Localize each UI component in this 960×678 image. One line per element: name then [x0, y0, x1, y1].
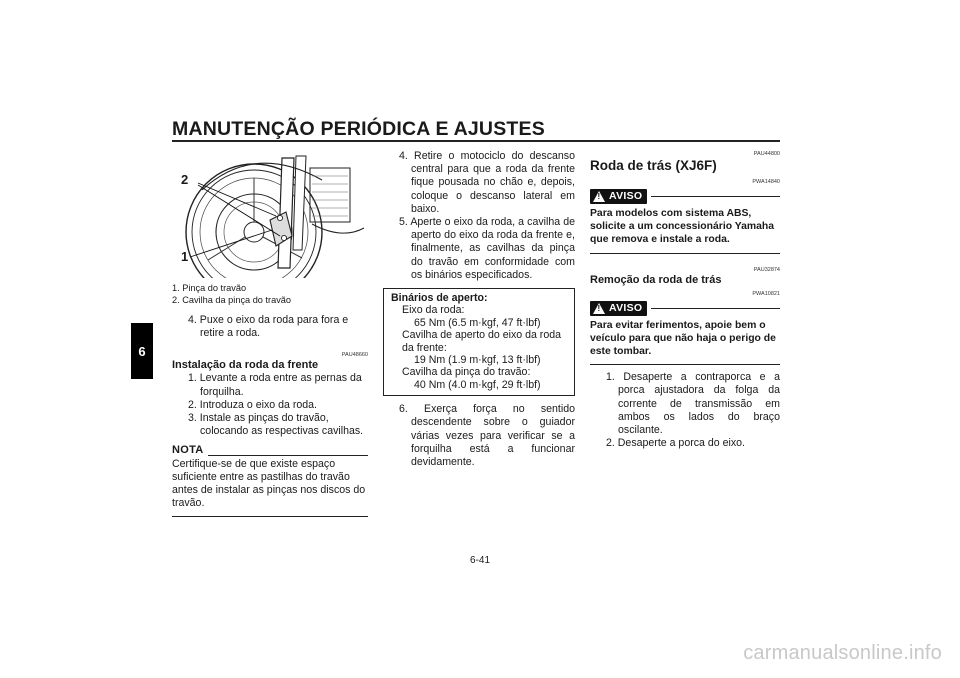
callout-2: 2	[181, 172, 189, 187]
callout-1: 1	[181, 249, 189, 264]
section-code: PAU32874	[753, 266, 780, 273]
nota-end-rule	[172, 516, 368, 517]
chapter-tab: 6	[131, 323, 153, 379]
aviso-rule	[651, 196, 780, 197]
step-item: 4. Puxe o eixo da roda para fora e retire a roda.	[188, 314, 349, 340]
step-item: 4. Retire o motociclo do descanso central para que a roda da frente fique pousada no chão e, depois, coloque o descanso lateral em baixo.	[399, 150, 575, 215]
nota-label: NOTA	[172, 444, 204, 457]
warning-triangle-icon: !	[593, 303, 605, 314]
aviso-header	[590, 189, 780, 204]
warning-end-rule	[590, 253, 780, 254]
aviso-badge	[590, 189, 647, 204]
front-wheel-illustration	[172, 150, 368, 278]
nota-text: Certifique-se de que existe espaço suficiente entre as pastilhas do travão antes de instalar as pinças nos discos do travão.	[172, 457, 366, 510]
step-item: 1. Desaperte a contraporca e a porca ajustadora da folga da corrente de transmissão em ambos os lados do braço oscilante.	[606, 371, 780, 437]
step-item: 1. Levante a roda entre as pernas da forquilha.	[188, 372, 362, 398]
page-title: MANUTENÇÃO PERIÓDICA E AJUSTES	[172, 118, 545, 140]
title-rule	[172, 140, 780, 142]
caption-item: 1. Pinça do travão	[172, 283, 247, 293]
warning-end-rule	[590, 364, 780, 365]
warning-code: PWA10821	[752, 290, 780, 297]
torque-value: 65 Nm (6.5 m·kgf, 47 ft·lbf)	[414, 316, 541, 329]
step-item: 2. Introduza o eixo da roda.	[188, 398, 317, 411]
column-right	[590, 150, 780, 450]
step-item: 5. Aperte o eixo da roda, a cavilha de aperto do eixo da roda da frente e, finalmente, as cavilhas da pinça do travão em conformidade com os binários especificados.	[399, 216, 575, 281]
section-heading: Roda de trás (XJ6F)	[590, 158, 717, 173]
torque-value: 19 Nm (1.9 m·kgf, 13 ft·lbf)	[414, 354, 541, 367]
section-code: PAU44800	[753, 151, 780, 157]
section-code: PAU48660	[341, 352, 368, 359]
aviso-rule	[651, 308, 780, 309]
warning-code: PWA14840	[752, 179, 780, 185]
section-heading: Instalação da roda da frente	[172, 359, 319, 372]
figure-caption	[172, 282, 368, 306]
aviso-badge	[590, 301, 647, 316]
torque-label: Cavilha da pinça do travão:	[402, 366, 531, 379]
column-middle	[383, 150, 575, 469]
torque-value: 40 Nm (4.0 m·kgf, 29 ft·lbf)	[414, 378, 541, 391]
step-item: 2. Desaperte a porca do eixo.	[606, 437, 745, 450]
torque-label: Eixo da roda:	[402, 304, 465, 317]
torque-title: Binários de aperto:	[391, 292, 488, 305]
torque-spec-box	[383, 288, 575, 396]
subsection-heading: Remoção da roda de trás	[590, 273, 722, 286]
brake-caliper-figure	[172, 150, 368, 278]
step-item: 3. Instale as pinças do travão, colocando as respectivas cavilhas.	[188, 412, 364, 438]
caption-item: 2. Cavilha da pinça do travão	[172, 295, 292, 305]
step-item: 6. Exerça força no sentido descendente sobre o guiador várias vezes para verificar se a forquilha está a funcionar devidamente.	[399, 403, 575, 469]
aviso-label: AVISO	[609, 301, 643, 314]
nota-rule	[208, 455, 368, 456]
warning-triangle-icon: !	[593, 191, 605, 202]
warning-text: Para evitar ferimentos, apoie bem o veículo para que não haja o perigo de este tombar.	[590, 319, 776, 358]
column-left	[172, 150, 368, 517]
aviso-header	[590, 301, 780, 316]
torque-label: Cavilha de aperto do eixo da roda da frente:	[402, 329, 562, 354]
nota-header	[172, 444, 368, 457]
watermark: carmanualsonline.info	[743, 642, 942, 664]
aviso-label: AVISO	[609, 189, 643, 202]
warning-text: Para modelos com sistema ABS, solicite a um concessionário Yamaha que remova e instale a roda.	[590, 208, 775, 246]
page-number: 6-41	[469, 555, 490, 566]
